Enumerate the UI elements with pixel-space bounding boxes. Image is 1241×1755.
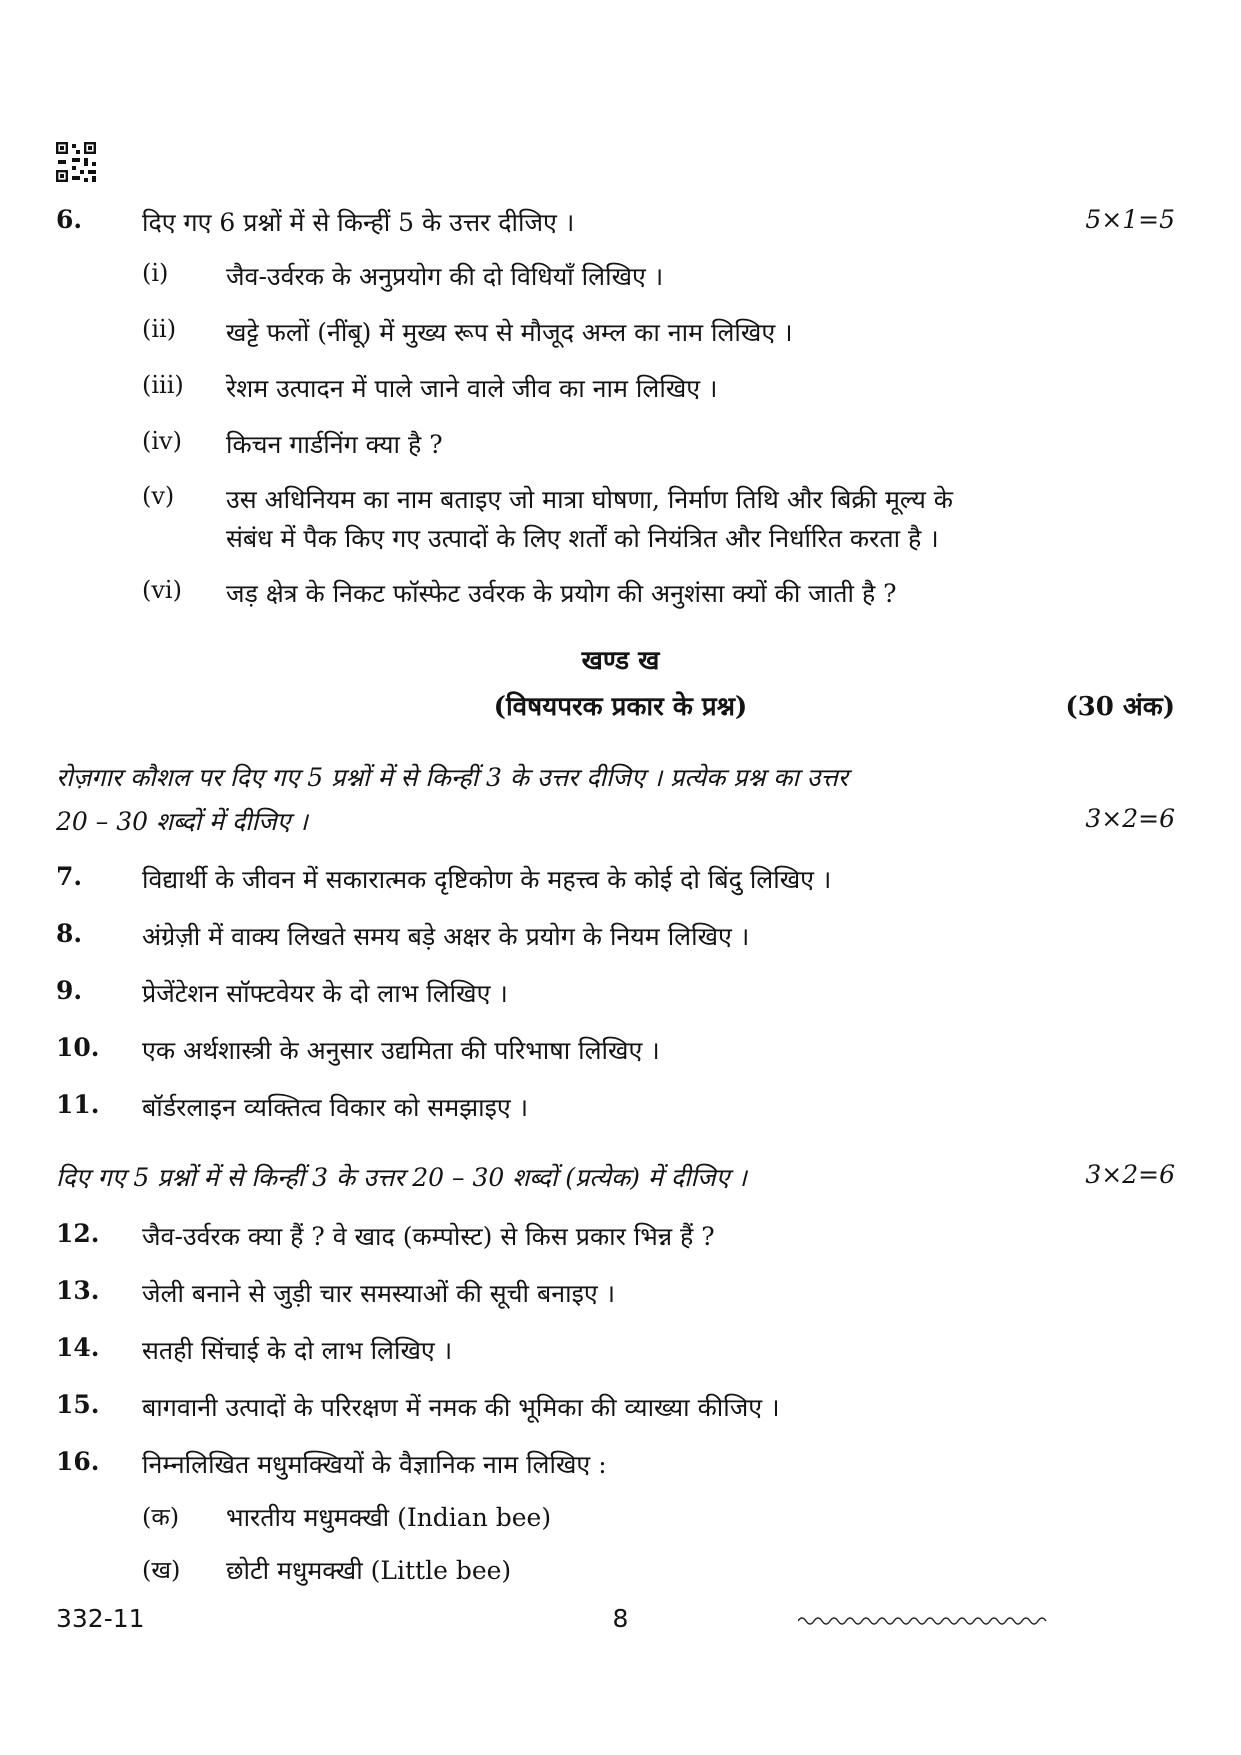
question-number: 7. (56, 862, 83, 891)
sub-question-text: खट्टे फलों (नींबू) में मुख्य रूप से मौजूद अम्ल का नाम लिखिए । (226, 318, 793, 347)
question-text: जैव-उर्वरक क्या हैं ? वे खाद (कम्पोस्ट) से किस प्रकार भिन्न हैं ? (142, 1222, 715, 1251)
sub-question-label: (ii) (142, 315, 177, 343)
question-text: प्रेजेंटेशन सॉफ्टवेयर के दो लाभ लिखिए । (142, 979, 508, 1008)
group-instruction: दिए गए 5 प्रश्नों में से किन्हीं 3 के उत्तर 20 – 30 शब्दों (प्रत्येक) में दीजिए । (56, 1163, 747, 1192)
sub-question-label: (v) (142, 482, 175, 510)
sub-question-label: (ख) (142, 1556, 181, 1584)
question-number: 15. (56, 1390, 100, 1419)
question-number: 8. (56, 919, 83, 948)
sub-question-label: (iv) (142, 427, 182, 455)
sub-question-label: (क) (142, 1503, 180, 1531)
question-number: 14. (56, 1333, 100, 1362)
group-instruction-continued: 20 – 30 शब्दों में दीजिए । (56, 807, 308, 836)
question-text: अंग्रेज़ी में वाक्य लिखते समय बड़े अक्षर के प्रयोग के नियम लिखिए । (142, 922, 750, 951)
section-title: खण्ड ख (581, 646, 660, 676)
sub-question-label: (i) (142, 259, 169, 287)
question-text: बागवानी उत्पादों के परिरक्षण में नमक की भूमिका की व्याख्या कीजिए । (142, 1393, 780, 1422)
sub-question-text: जड़ क्षेत्र के निकट फॉस्फेट उर्वरक के प्रयोग की अनुशंसा क्यों की जाती है ? (226, 579, 897, 608)
question-number: 9. (56, 976, 83, 1005)
question-number: 13. (56, 1276, 100, 1305)
question-number: 10. (56, 1033, 100, 1062)
question-text: दिए गए 6 प्रश्नों में से किन्हीं 5 के उत्तर दीजिए । (142, 208, 575, 237)
sub-question-text: छोटी मधुमक्खी (Little bee) (226, 1556, 512, 1585)
group-instruction: रोज़गार कौशल पर दिए गए 5 प्रश्नों में से किन्हीं 3 के उत्तर दीजिए । प्रत्येक प्रश्न का उत्तर (56, 763, 848, 792)
question-text: एक अर्थशास्त्री के अनुसार उद्यमिता की परिभाषा लिखिए । (142, 1036, 660, 1065)
marks-label: 5×1=5 (1085, 205, 1175, 234)
wavy-line-decoration (798, 1614, 1048, 1628)
question-number: 6. (56, 205, 83, 234)
sub-question-text: भारतीय मधुमक्खी (Indian bee) (226, 1503, 552, 1532)
marks-label: 3×2=6 (1085, 804, 1175, 833)
question-text: निम्नलिखित मधुमक्खियों के वैज्ञानिक नाम लिखिए : (142, 1450, 607, 1479)
question-text: बॉर्डरलाइन व्यक्तित्व विकार को समझाइए । (142, 1093, 529, 1122)
question-text: सतही सिंचाई के दो लाभ लिखिए । (142, 1336, 453, 1365)
sub-question-text: किचन गार्डनिंग क्या है ? (226, 430, 443, 459)
marks-label: 3×2=6 (1085, 1160, 1175, 1189)
question-number: 16. (56, 1447, 100, 1476)
sub-question-label: (vi) (142, 576, 182, 604)
sub-question-text-continued: संबंध में पैक किए गए उत्पादों के लिए शर्तों को नियंत्रित और निर्धारित करता है । (226, 524, 939, 553)
paper-code: 332-11 (56, 1604, 145, 1633)
question-text: जेली बनाने से जुड़ी चार समस्याओं की सूची बनाइए । (142, 1279, 616, 1308)
section-subtitle: (विषयपरक प्रकार के प्रश्न) (493, 692, 748, 722)
section-marks: (30 अंक) (1065, 692, 1175, 722)
qr-code-icon (56, 142, 96, 182)
sub-question-text: उस अधिनियम का नाम बताइए जो मात्रा घोषणा, निर्माण तिथि और बिक्री मूल्य के (226, 485, 953, 514)
page-number: 8 (612, 1604, 629, 1633)
sub-question-text: जैव-उर्वरक के अनुप्रयोग की दो विधियाँ लिखिए । (226, 262, 664, 291)
question-number: 12. (56, 1219, 100, 1248)
question-text: विद्यार्थी के जीवन में सकारात्मक दृष्टिकोण के महत्त्व के कोई दो बिंदु लिखिए । (142, 865, 832, 894)
sub-question-label: (iii) (142, 371, 184, 399)
question-number: 11. (56, 1090, 100, 1119)
sub-question-text: रेशम उत्पादन में पाले जाने वाले जीव का नाम लिखिए । (226, 374, 718, 403)
